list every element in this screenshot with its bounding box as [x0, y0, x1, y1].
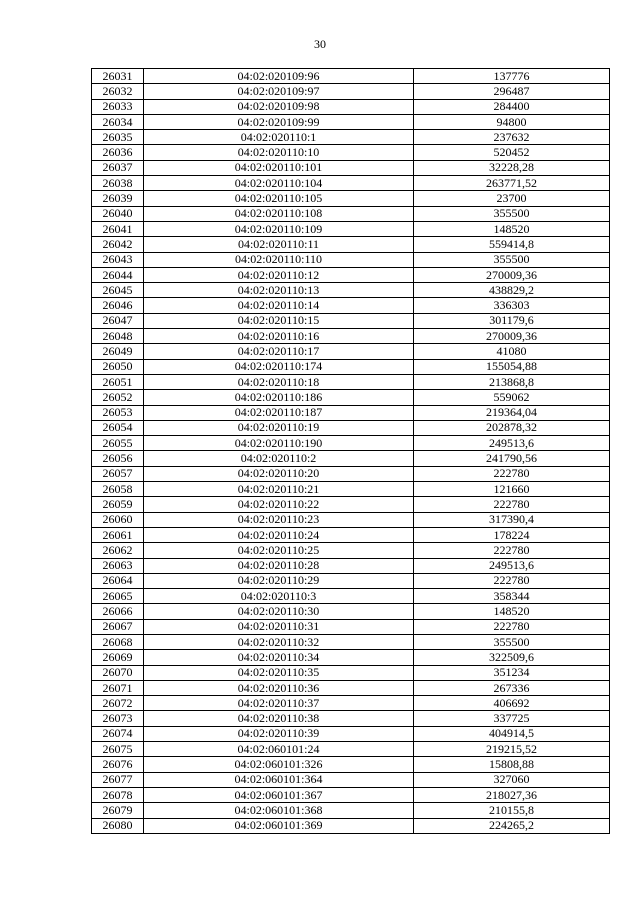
cadastral-number-cell: 04:02:020110:186: [144, 390, 414, 405]
value-cell: 263771,52: [414, 176, 610, 191]
cadastral-number-cell: 04:02:020110:36: [144, 680, 414, 695]
row-number-cell: 26053: [92, 405, 144, 420]
value-cell: 327060: [414, 772, 610, 787]
value-cell: 218027,36: [414, 787, 610, 802]
value-cell: 358344: [414, 589, 610, 604]
row-number-cell: 26071: [92, 680, 144, 695]
value-cell: 351234: [414, 665, 610, 680]
cadastral-number-cell: 04:02:020110:28: [144, 558, 414, 573]
table-row: [92, 252, 610, 267]
row-number-cell: 26055: [92, 436, 144, 451]
row-number-cell: 26046: [92, 298, 144, 313]
cadastral-number-cell: 04:02:020109:97: [144, 84, 414, 99]
value-cell: 267336: [414, 680, 610, 695]
row-number-cell: 26074: [92, 726, 144, 741]
table-row: [92, 558, 610, 573]
value-cell: 301179,6: [414, 313, 610, 328]
row-number-cell: 26045: [92, 283, 144, 298]
cadastral-number-cell: 04:02:020110:15: [144, 313, 414, 328]
cadastral-number-cell: 04:02:020110:108: [144, 206, 414, 221]
table-row: [92, 114, 610, 129]
value-cell: 296487: [414, 84, 610, 99]
row-number-cell: 26035: [92, 130, 144, 145]
value-cell: 137776: [414, 69, 610, 84]
cadastral-number-cell: 04:02:020110:3: [144, 589, 414, 604]
cadastral-number-cell: 04:02:020109:98: [144, 99, 414, 114]
cadastral-number-cell: 04:02:020110:30: [144, 604, 414, 619]
cadastral-number-cell: 04:02:020110:14: [144, 298, 414, 313]
cadastral-number-cell: 04:02:060101:364: [144, 772, 414, 787]
value-cell: 210155,8: [414, 803, 610, 818]
value-cell: 224265,2: [414, 818, 610, 833]
cadastral-number-cell: 04:02:020110:34: [144, 650, 414, 665]
table-row: [92, 665, 610, 680]
value-cell: 219215,52: [414, 742, 610, 757]
cadastral-number-cell: 04:02:020109:99: [144, 114, 414, 129]
value-cell: 355500: [414, 634, 610, 649]
value-cell: 559414,8: [414, 237, 610, 252]
value-cell: 222780: [414, 466, 610, 481]
cadastral-number-cell: 04:02:020110:174: [144, 359, 414, 374]
table-row: [92, 405, 610, 420]
table-row: [92, 543, 610, 558]
value-cell: 270009,36: [414, 267, 610, 282]
table-row: [92, 329, 610, 344]
cadastral-number-cell: 04:02:020110:105: [144, 191, 414, 206]
cadastral-number-cell: 04:02:020110:104: [144, 176, 414, 191]
table-row: [92, 267, 610, 282]
value-cell: 178224: [414, 527, 610, 542]
table-row: [92, 374, 610, 389]
value-cell: 94800: [414, 114, 610, 129]
table-row: [92, 573, 610, 588]
cadastral-number-cell: 04:02:020110:29: [144, 573, 414, 588]
cadastral-number-cell: 04:02:020110:2: [144, 451, 414, 466]
value-cell: 355500: [414, 252, 610, 267]
value-cell: 406692: [414, 696, 610, 711]
row-number-cell: 26076: [92, 757, 144, 772]
table-row: [92, 650, 610, 665]
row-number-cell: 26042: [92, 237, 144, 252]
cadastral-number-cell: 04:02:020110:18: [144, 374, 414, 389]
value-cell: 23700: [414, 191, 610, 206]
row-number-cell: 26065: [92, 589, 144, 604]
cadastral-number-cell: 04:02:020110:10: [144, 145, 414, 160]
row-number-cell: 26066: [92, 604, 144, 619]
row-number-cell: 26058: [92, 482, 144, 497]
cadastral-number-cell: 04:02:020110:37: [144, 696, 414, 711]
cadastral-number-cell: 04:02:060101:24: [144, 742, 414, 757]
row-number-cell: 26070: [92, 665, 144, 680]
table-row: [92, 420, 610, 435]
row-number-cell: 26079: [92, 803, 144, 818]
table-row: [92, 803, 610, 818]
table-row: [92, 84, 610, 99]
row-number-cell: 26062: [92, 543, 144, 558]
row-number-cell: 26073: [92, 711, 144, 726]
table-row: [92, 298, 610, 313]
cadastral-number-cell: 04:02:020110:109: [144, 221, 414, 236]
table-row: [92, 787, 610, 802]
row-number-cell: 26057: [92, 466, 144, 481]
value-cell: 317390,4: [414, 512, 610, 527]
value-cell: 222780: [414, 497, 610, 512]
value-cell: 520452: [414, 145, 610, 160]
table-row: [92, 726, 610, 741]
value-cell: 241790,56: [414, 451, 610, 466]
table-row: [92, 696, 610, 711]
table-row: [92, 482, 610, 497]
table-row: [92, 436, 610, 451]
cadastral-number-cell: 04:02:020110:39: [144, 726, 414, 741]
row-number-cell: 26067: [92, 619, 144, 634]
cadastral-number-cell: 04:02:020110:187: [144, 405, 414, 420]
value-cell: 270009,36: [414, 329, 610, 344]
row-number-cell: 26056: [92, 451, 144, 466]
table-row: [92, 191, 610, 206]
row-number-cell: 26060: [92, 512, 144, 527]
row-number-cell: 26048: [92, 329, 144, 344]
table-row: [92, 390, 610, 405]
value-cell: 337725: [414, 711, 610, 726]
row-number-cell: 26033: [92, 99, 144, 114]
cadastral-number-cell: 04:02:020110:25: [144, 543, 414, 558]
table-row: [92, 527, 610, 542]
table-row: [92, 757, 610, 772]
table-row: [92, 206, 610, 221]
value-cell: 121660: [414, 482, 610, 497]
value-cell: 222780: [414, 573, 610, 588]
row-number-cell: 26037: [92, 160, 144, 175]
table-row: [92, 283, 610, 298]
row-number-cell: 26038: [92, 176, 144, 191]
cadastral-number-cell: 04:02:060101:368: [144, 803, 414, 818]
cadastral-number-cell: 04:02:020110:110: [144, 252, 414, 267]
table-row: [92, 497, 610, 512]
row-number-cell: 26044: [92, 267, 144, 282]
cadastral-number-cell: 04:02:020110:13: [144, 283, 414, 298]
value-cell: 148520: [414, 221, 610, 236]
cadastral-number-cell: 04:02:020110:20: [144, 466, 414, 481]
cadastral-number-cell: 04:02:020110:19: [144, 420, 414, 435]
cadastral-number-cell: 04:02:020110:24: [144, 527, 414, 542]
table-row: [92, 99, 610, 114]
table-row: [92, 742, 610, 757]
cadastral-number-cell: 04:02:020109:96: [144, 69, 414, 84]
row-number-cell: 26036: [92, 145, 144, 160]
row-number-cell: 26043: [92, 252, 144, 267]
table-row: [92, 69, 610, 84]
value-cell: 222780: [414, 543, 610, 558]
value-cell: 249513,6: [414, 558, 610, 573]
cadastral-number-cell: 04:02:060101:326: [144, 757, 414, 772]
table-row: [92, 818, 610, 833]
value-cell: 249513,6: [414, 436, 610, 451]
table-row: [92, 359, 610, 374]
cadastral-number-cell: 04:02:060101:369: [144, 818, 414, 833]
table-row: [92, 466, 610, 481]
row-number-cell: 26080: [92, 818, 144, 833]
row-number-cell: 26078: [92, 787, 144, 802]
cadastral-number-cell: 04:02:020110:1: [144, 130, 414, 145]
cadastral-number-cell: 04:02:020110:32: [144, 634, 414, 649]
table-row: [92, 619, 610, 634]
row-number-cell: 26051: [92, 374, 144, 389]
row-number-cell: 26047: [92, 313, 144, 328]
table-row: [92, 451, 610, 466]
row-number-cell: 26064: [92, 573, 144, 588]
table-row: [92, 130, 610, 145]
row-number-cell: 26068: [92, 634, 144, 649]
table-row: [92, 604, 610, 619]
value-cell: 438829,2: [414, 283, 610, 298]
row-number-cell: 26077: [92, 772, 144, 787]
value-cell: 404914,5: [414, 726, 610, 741]
row-number-cell: 26050: [92, 359, 144, 374]
row-number-cell: 26072: [92, 696, 144, 711]
cadastral-number-cell: 04:02:020110:38: [144, 711, 414, 726]
value-cell: 148520: [414, 604, 610, 619]
value-cell: 322509,6: [414, 650, 610, 665]
cadastral-number-cell: 04:02:020110:12: [144, 267, 414, 282]
value-cell: 219364,04: [414, 405, 610, 420]
row-number-cell: 26041: [92, 221, 144, 236]
table-row: [92, 176, 610, 191]
row-number-cell: 26063: [92, 558, 144, 573]
row-number-cell: 26039: [92, 191, 144, 206]
cadastral-number-cell: 04:02:020110:16: [144, 329, 414, 344]
row-number-cell: 26031: [92, 69, 144, 84]
row-number-cell: 26034: [92, 114, 144, 129]
cadastral-number-cell: 04:02:020110:21: [144, 482, 414, 497]
table-row: [92, 680, 610, 695]
table-row: [92, 344, 610, 359]
page-number: 30: [314, 37, 326, 51]
table-row: [92, 634, 610, 649]
table-row: [92, 221, 610, 236]
table-body: [92, 69, 610, 834]
value-cell: 155054,88: [414, 359, 610, 374]
value-cell: 559062: [414, 390, 610, 405]
table-row: [92, 237, 610, 252]
cadastral-number-cell: 04:02:020110:23: [144, 512, 414, 527]
table-row: [92, 589, 610, 604]
cadastral-number-cell: 04:02:020110:101: [144, 160, 414, 175]
table-row: [92, 160, 610, 175]
row-number-cell: 26052: [92, 390, 144, 405]
cadastral-number-cell: 04:02:020110:31: [144, 619, 414, 634]
value-cell: 355500: [414, 206, 610, 221]
value-cell: 222780: [414, 619, 610, 634]
table-row: [92, 711, 610, 726]
table-row: [92, 772, 610, 787]
table-row: [92, 512, 610, 527]
row-number-cell: 26069: [92, 650, 144, 665]
value-cell: 336303: [414, 298, 610, 313]
cadastral-number-cell: 04:02:020110:11: [144, 237, 414, 252]
row-number-cell: 26059: [92, 497, 144, 512]
value-cell: 237632: [414, 130, 610, 145]
row-number-cell: 26049: [92, 344, 144, 359]
table-row: [92, 145, 610, 160]
row-number-cell: 26061: [92, 527, 144, 542]
row-number-cell: 26075: [92, 742, 144, 757]
value-cell: 41080: [414, 344, 610, 359]
cadastral-number-cell: 04:02:060101:367: [144, 787, 414, 802]
cadastral-number-cell: 04:02:020110:22: [144, 497, 414, 512]
cadastral-number-cell: 04:02:020110:35: [144, 665, 414, 680]
row-number-cell: 26054: [92, 420, 144, 435]
row-number-cell: 26032: [92, 84, 144, 99]
value-cell: 32228,28: [414, 160, 610, 175]
value-cell: 284400: [414, 99, 610, 114]
row-number-cell: 26040: [92, 206, 144, 221]
value-cell: 213868,8: [414, 374, 610, 389]
cadastral-number-cell: 04:02:020110:17: [144, 344, 414, 359]
cadastral-number-cell: 04:02:020110:190: [144, 436, 414, 451]
value-cell: 202878,32: [414, 420, 610, 435]
cadastral-value-table: [91, 68, 610, 834]
table-row: [92, 313, 610, 328]
value-cell: 15808,88: [414, 757, 610, 772]
